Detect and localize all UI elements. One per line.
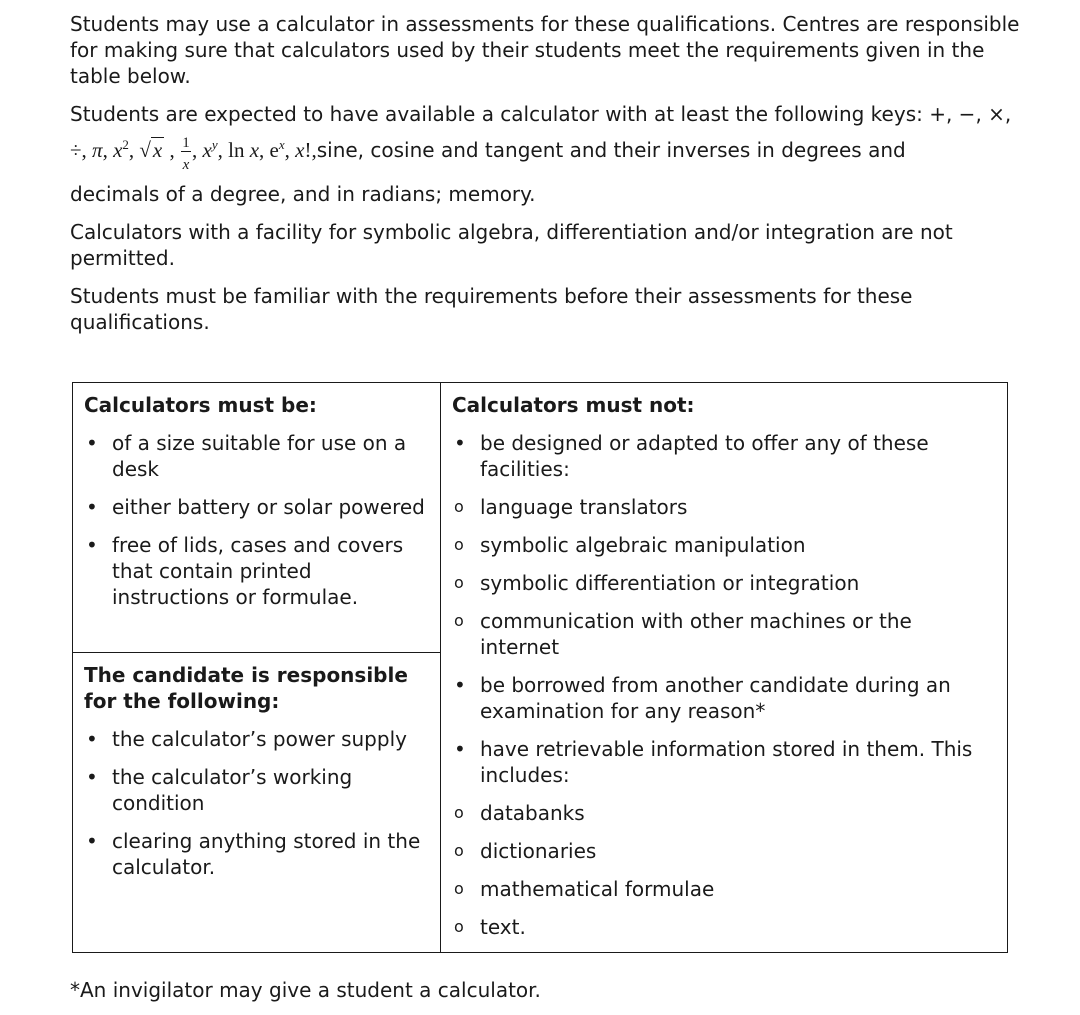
footnote: *An invigilator may give a student a calculator.	[70, 978, 541, 1002]
intro-paragraph-1: Students may use a calculator in assessments for these qualifications. Centres are responsible for making sure that calculators used by their students meet the requirements given in the table below.	[70, 12, 1020, 88]
intro-paragraph-3: Calculators with a facility for symbolic algebra, differentiation and/or integration are not permitted.	[70, 220, 953, 270]
list-item: • have retrievable information stored in them. This includes: o databanks o dictionaries o mathematical formulae o text.	[452, 736, 997, 940]
must-be-cell	[73, 383, 441, 653]
list-item: • free of lids, cases and covers that contain printed instructions or formulae.	[84, 532, 430, 610]
sublist-item: o databanks	[452, 800, 997, 826]
must-be-list	[84, 430, 430, 610]
responsible-cell	[73, 653, 441, 953]
list-item: • of a size suitable for use on a desk	[84, 430, 430, 482]
responsible-heading: The candidate is responsible for the following:	[84, 663, 408, 713]
list-item: • either battery or solar powered	[84, 494, 430, 520]
stored-info-sublist	[452, 800, 997, 940]
must-not-list	[452, 430, 997, 940]
sublist-item: o dictionaries	[452, 838, 997, 864]
calculator-requirements-table	[72, 382, 1008, 953]
intro-paragraph-4: Students must be familiar with the requirements before their assessments for these qualifications.	[70, 284, 913, 334]
sublist-item: o symbolic differentiation or integration	[452, 570, 997, 596]
intro-section	[70, 11, 1020, 347]
keys-formula: ÷, π, $x^2$, √x , $\frac{1}{x}$ , $x^y$, ln x, $e^x$, x!,	[70, 135, 317, 173]
keys-end-text: decimals of a degree, and in radians; memory.	[70, 182, 536, 206]
must-not-cell	[441, 383, 1008, 953]
sublist-item: o mathematical formulae	[452, 876, 997, 902]
keys-lead-text: Students are expected to have available a calculator with at least the following keys: +, −, ×,	[70, 102, 1012, 126]
list-item: • be borrowed from another candidate during an examination for any reason*	[452, 672, 997, 724]
reciprocal-fraction: $\frac{1}{x}$	[182, 135, 190, 173]
responsible-list	[84, 726, 430, 880]
list-item: • clearing anything stored in the calculator.	[84, 828, 430, 880]
must-be-heading: Calculators must be:	[84, 393, 317, 417]
intro-paragraph-keys	[70, 101, 1020, 207]
facilities-sublist	[452, 494, 997, 660]
list-item: • be designed or adapted to offer any of these facilities: o language translators o symbolic algebraic manipulation o symbolic differentiation or integration o communication with other machines or the internet	[452, 430, 997, 660]
sublist-item: o language translators	[452, 494, 997, 520]
must-not-heading: Calculators must not:	[452, 393, 695, 417]
list-item: • the calculator’s power supply	[84, 726, 430, 752]
list-item: • the calculator’s working condition	[84, 764, 430, 816]
sublist-item: o symbolic algebraic manipulation	[452, 532, 997, 558]
sublist-item: o communication with other machines or the internet	[452, 608, 997, 660]
keys-tail-text: sine, cosine and tangent and their inverses in degrees and	[316, 138, 906, 162]
sublist-item: o text.	[452, 914, 997, 940]
